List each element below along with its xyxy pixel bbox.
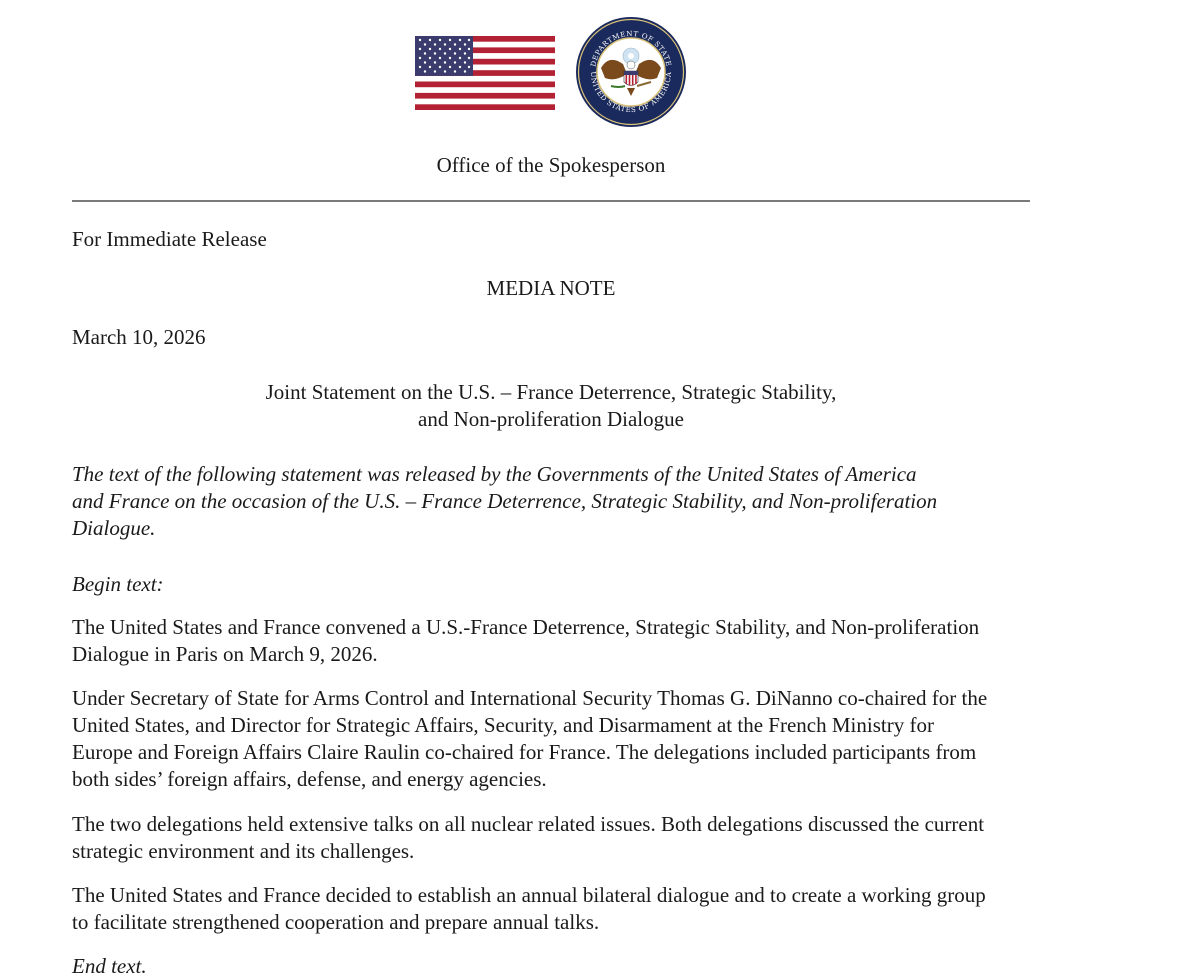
paragraph-line: to facilitate strengthened cooperation and prepare annual talks. <box>72 910 600 934</box>
office-title: Office of the Spokesperson <box>436 153 666 177</box>
paragraph-line: Europe and Foreign Affairs Claire Raulin co-chaired for France. The delegations included participants from <box>72 740 977 764</box>
paragraph-line: The United States and France convened a U.S.-France Deterrence, Strategic Stability, and Non-proliferation <box>72 615 980 639</box>
intro-paragraph <box>72 461 1072 542</box>
paragraph-line: both sides’ foreign affairs, defense, and energy agencies. <box>72 767 547 791</box>
flag-canton <box>415 36 473 76</box>
paragraph-line: United States, and Director for Strategic Affairs, Security, and Disarmament at the French Ministry for <box>72 713 934 737</box>
seal-text-top: DEPARTMENT OF STATE <box>589 29 673 68</box>
intro-line: The text of the following statement was released by the Governments of the United States of America <box>72 462 917 486</box>
intro-line: Dialogue. <box>72 516 156 540</box>
paragraph-line: The United States and France decided to establish an annual bilateral dialogue and to create a working group <box>72 883 986 907</box>
header-divider <box>72 200 1030 202</box>
body-paragraph-2 <box>72 685 1072 793</box>
release-label: For Immediate Release <box>72 227 267 251</box>
begin-text-label: Begin text: <box>72 572 164 596</box>
paragraph-line: strategic environment and its challenges. <box>72 839 415 863</box>
department-of-state-seal-icon <box>575 16 687 128</box>
paragraph-line: Dialogue in Paris on March 9, 2026. <box>72 642 378 666</box>
body-paragraph-1 <box>72 614 1072 668</box>
end-text-label: End text. <box>72 954 147 978</box>
paragraph-line: The two delegations held extensive talks on all nuclear related issues. Both delegations discussed the current <box>72 812 985 836</box>
note-type: MEDIA NOTE <box>486 276 616 300</box>
statement-title-line-2: and Non-proliferation Dialogue <box>418 407 684 431</box>
body-paragraph-4 <box>72 882 1072 936</box>
intro-line: and France on the occasion of the U.S. – France Deterrence, Strategic Stability, and Non-proliferation <box>72 489 938 513</box>
statement-title-line-1: Joint Statement on the U.S. – France Deterrence, Strategic Stability, <box>265 380 837 404</box>
us-flag-icon <box>415 36 555 110</box>
paragraph-line: Under Secretary of State for Arms Control and International Security Thomas G. DiNanno co-chaired for the <box>72 686 988 710</box>
seal-text-bottom: UNITED STATES OF AMERICA <box>588 71 674 115</box>
release-date: March 10, 2026 <box>72 325 206 349</box>
body-paragraph-3 <box>72 811 1072 865</box>
